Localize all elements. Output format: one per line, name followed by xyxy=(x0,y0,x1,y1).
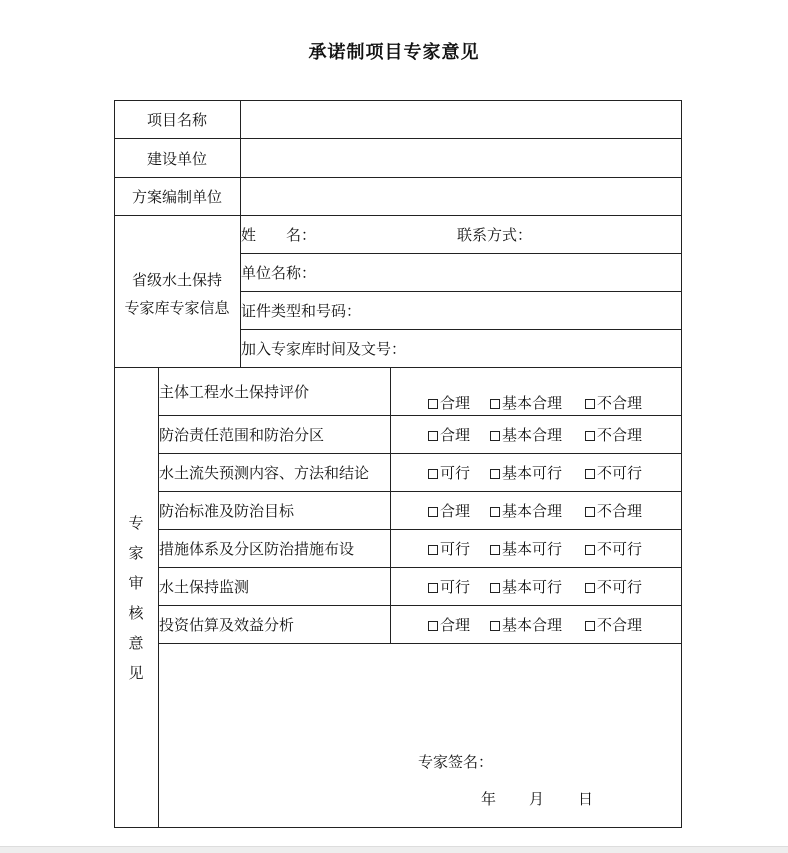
row-divider xyxy=(240,329,682,330)
review-label-char: 意 xyxy=(128,634,144,652)
date-month-label: 月 xyxy=(529,790,545,808)
expert-contact-label: 联系方式： xyxy=(457,226,533,244)
project-name-label: 项目名称 xyxy=(146,111,207,129)
document-title: 承诺制项目专家意见 xyxy=(308,42,480,63)
option-checkbox[interactable]: 不合理 xyxy=(585,502,642,520)
option-checkbox[interactable]: 基本合理 xyxy=(490,426,585,444)
option-checkbox[interactable]: 可行 xyxy=(428,464,490,482)
row-divider xyxy=(158,415,682,416)
row-divider xyxy=(240,253,682,254)
review-item-label: 主体工程水土保持评价 xyxy=(159,383,310,401)
expert-signature-label: 专家签名： xyxy=(418,753,494,771)
option-checkbox[interactable]: 不可行 xyxy=(585,578,642,596)
review-item-options xyxy=(428,502,642,520)
checkbox-icon xyxy=(585,583,595,593)
review-label-char: 见 xyxy=(128,664,144,682)
review-item-label: 水土流失预测内容、方法和结论 xyxy=(159,464,370,482)
checkbox-icon xyxy=(428,469,438,479)
review-item-options xyxy=(428,540,642,558)
option-checkbox[interactable]: 合理 xyxy=(428,502,490,520)
option-checkbox[interactable]: 基本合理 xyxy=(490,502,585,520)
review-item-label: 投资估算及效益分析 xyxy=(159,616,295,634)
option-checkbox[interactable]: 合理 xyxy=(428,616,490,634)
checkbox-icon xyxy=(490,507,500,517)
construction-unit-label: 建设单位 xyxy=(146,150,207,168)
checkbox-icon xyxy=(428,431,438,441)
option-checkbox[interactable]: 合理 xyxy=(428,394,490,412)
row-divider xyxy=(158,529,682,530)
expert-info-label-line1: 省级水土保持 xyxy=(131,271,222,289)
option-checkbox[interactable]: 合理 xyxy=(428,426,490,444)
column-divider xyxy=(390,367,391,643)
review-item-label: 防治标准及防治目标 xyxy=(159,502,295,520)
checkbox-icon xyxy=(428,507,438,517)
review-item-options xyxy=(428,464,642,482)
expert-join-label: 加入专家库时间及文号： xyxy=(241,340,407,358)
row-divider xyxy=(158,567,682,568)
row-divider xyxy=(158,643,682,644)
review-item-label: 防治责任范围和防治分区 xyxy=(159,426,325,444)
row-divider xyxy=(114,215,682,216)
review-opinion-label xyxy=(114,368,158,828)
option-checkbox[interactable]: 基本合理 xyxy=(490,394,585,412)
checkbox-icon xyxy=(490,399,500,409)
expert-unit-label: 单位名称： xyxy=(241,264,317,282)
checkbox-icon xyxy=(490,431,500,441)
row-divider xyxy=(240,291,682,292)
option-checkbox[interactable]: 不合理 xyxy=(585,394,642,412)
row-divider xyxy=(158,491,682,492)
option-checkbox[interactable]: 基本可行 xyxy=(490,578,585,596)
option-checkbox[interactable]: 可行 xyxy=(428,578,490,596)
row-divider xyxy=(114,367,682,368)
option-checkbox[interactable]: 不可行 xyxy=(585,540,642,558)
option-checkbox[interactable]: 不合理 xyxy=(585,616,642,634)
checkbox-icon xyxy=(490,545,500,555)
row-divider xyxy=(114,177,682,178)
checkbox-icon xyxy=(428,545,438,555)
expert-name-label: 姓 名： xyxy=(241,226,317,244)
checkbox-icon xyxy=(428,399,438,409)
review-item-options xyxy=(428,426,642,444)
review-label-char: 家 xyxy=(128,544,144,562)
checkbox-icon xyxy=(490,469,500,479)
review-item-options xyxy=(428,616,642,634)
date-year-label: 年 xyxy=(481,790,497,808)
review-label-char: 审 xyxy=(128,574,144,592)
expert-id-label: 证件类型和号码： xyxy=(241,302,362,320)
option-checkbox[interactable]: 不合理 xyxy=(585,426,642,444)
date-day-label: 日 xyxy=(578,790,594,808)
review-item-options xyxy=(428,578,642,596)
checkbox-icon xyxy=(585,469,595,479)
review-item-label: 措施体系及分区防治措施布设 xyxy=(159,540,355,558)
checkbox-icon xyxy=(585,545,595,555)
expert-info-label-line2: 专家库专家信息 xyxy=(124,299,230,317)
option-checkbox[interactable]: 基本可行 xyxy=(490,540,585,558)
checkbox-icon xyxy=(428,583,438,593)
checkbox-icon xyxy=(585,399,595,409)
review-label-char: 核 xyxy=(128,604,144,622)
checkbox-icon xyxy=(585,507,595,517)
checkbox-icon xyxy=(585,621,595,631)
checkbox-icon xyxy=(490,583,500,593)
option-checkbox[interactable]: 基本合理 xyxy=(490,616,585,634)
option-checkbox[interactable]: 基本可行 xyxy=(490,464,585,482)
row-divider xyxy=(158,605,682,606)
row-divider xyxy=(114,138,682,139)
option-checkbox[interactable]: 不可行 xyxy=(585,464,642,482)
review-label-char: 专 xyxy=(128,514,144,532)
checkbox-icon xyxy=(490,621,500,631)
checkbox-icon xyxy=(428,621,438,631)
review-item-options xyxy=(428,394,642,412)
plan-unit-label: 方案编制单位 xyxy=(131,188,222,206)
checkbox-icon xyxy=(585,431,595,441)
review-item-label: 水土保持监测 xyxy=(159,578,250,596)
row-divider xyxy=(158,453,682,454)
option-checkbox[interactable]: 可行 xyxy=(428,540,490,558)
